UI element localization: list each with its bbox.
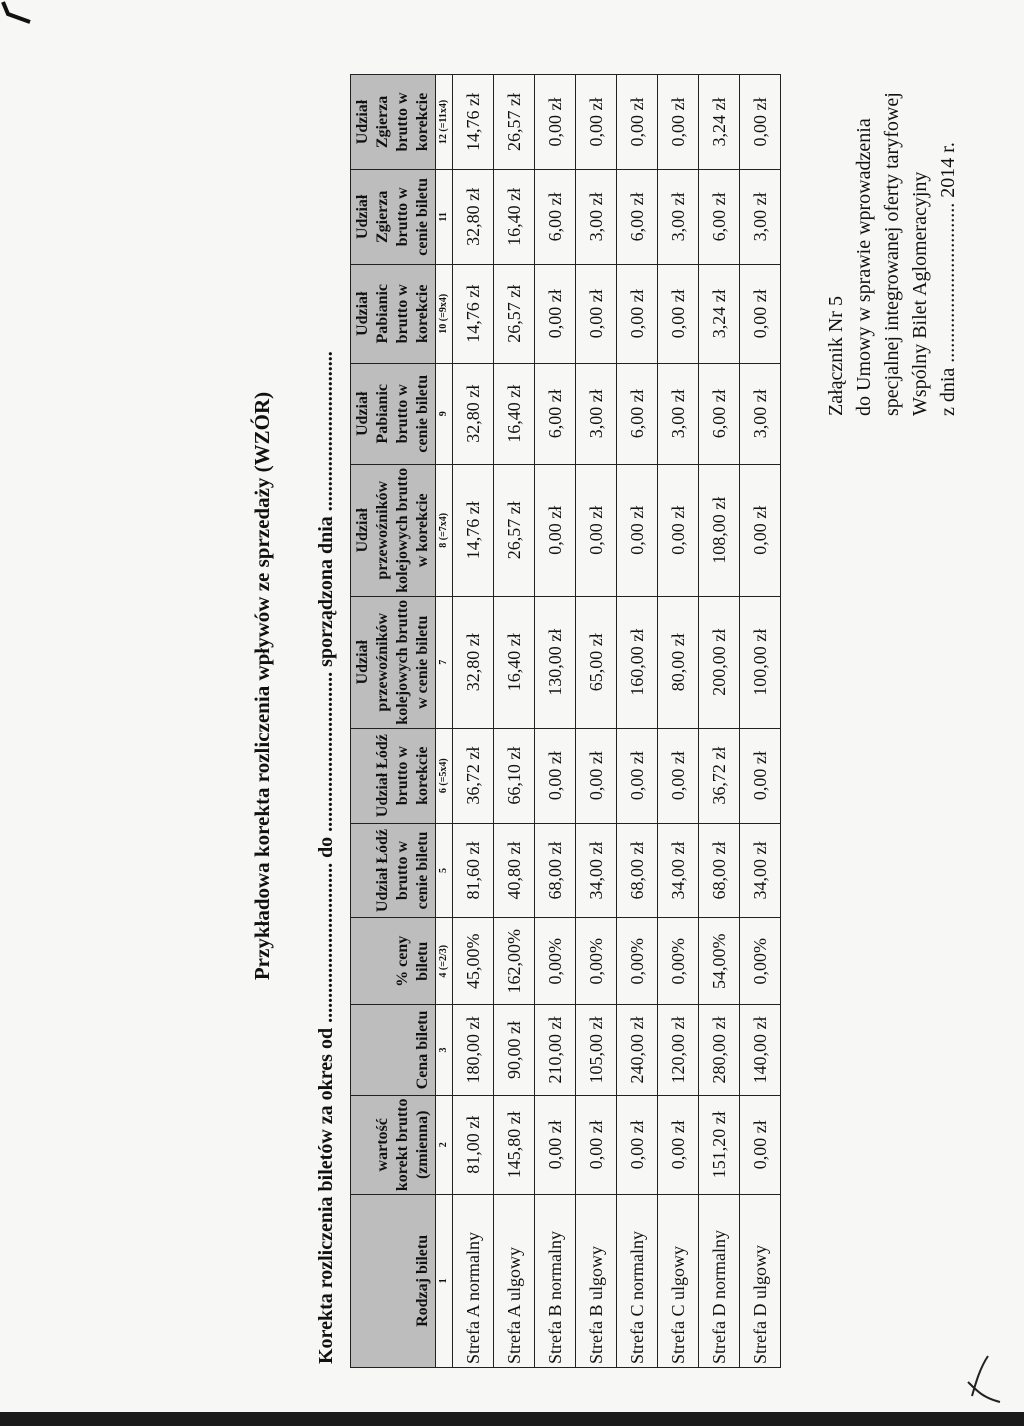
value-cell: 26,57 zł [494,75,535,170]
column-header: Udział Łódź brutto w korekcie [351,728,436,823]
value-cell: 0,00 zł [740,1095,781,1194]
value-cell: 0,00% [617,918,658,1005]
annex-line: Wspólny Bilet Aglomeracyjny [909,171,931,416]
value-cell: 105,00 zł [576,1005,617,1096]
value-cell: 16,40 zł [494,363,535,464]
value-cell: 0,00 zł [576,728,617,823]
column-number: 4 (=2/3) [436,918,453,1005]
value-cell: 0,00 zł [535,728,576,823]
value-cell: 240,00 zł [617,1005,658,1096]
value-cell: 34,00 zł [576,823,617,918]
value-cell: 0,00 zł [617,464,658,596]
value-cell: 0,00 zł [576,464,617,596]
value-cell: 0,00 zł [535,75,576,170]
value-cell: 68,00 zł [535,823,576,918]
column-header: Rodzaj biletu [351,1194,436,1367]
value-cell: 0,00 zł [658,264,699,363]
column-number: 5 [436,823,453,918]
value-cell: 180,00 zł [453,1005,494,1096]
column-number: 6 (=5x4) [436,728,453,823]
ticket-type-cell: Strefa A normalny [453,1194,494,1367]
value-cell: 16,40 zł [494,596,535,728]
value-cell: 26,57 zł [494,264,535,363]
value-cell: 280,00 zł [699,1005,740,1096]
value-cell: 0,00 zł [576,75,617,170]
value-cell: 0,00 zł [740,464,781,596]
value-cell: 162,00% [494,918,535,1005]
value-cell: 68,00 zł [617,823,658,918]
ticket-type-cell: Strefa C ulgowy [658,1194,699,1367]
value-cell: 80,00 zł [658,596,699,728]
table-row [576,75,617,1368]
value-cell: 6,00 zł [535,363,576,464]
value-cell: 3,00 zł [740,169,781,264]
annex-line: specjalnej integrowanej oferty taryfowej [881,92,903,416]
period-line: Korekta rozliczenia biletów za okres od ................................ do ................................ sporządzona dnia ................................ [315,351,337,1364]
ticket-type-cell: Strefa D ulgowy [740,1194,781,1367]
value-cell: 3,00 zł [658,169,699,264]
value-cell: 14,76 zł [453,464,494,596]
column-number: 3 [436,1005,453,1096]
table-row [617,75,658,1368]
table-row [699,75,740,1368]
value-cell: 32,80 zł [453,363,494,464]
value-cell: 108,00 zł [699,464,740,596]
value-cell: 66,10 zł [494,728,535,823]
value-cell: 0,00 zł [658,1095,699,1194]
value-cell: 130,00 zł [535,596,576,728]
value-cell: 0,00 zł [535,264,576,363]
table-row [453,75,494,1368]
value-cell: 3,00 zł [576,169,617,264]
value-cell: 0,00 zł [740,728,781,823]
value-cell: 81,60 zł [453,823,494,918]
value-cell: 0,00 zł [617,1095,658,1194]
value-cell: 32,80 zł [453,169,494,264]
value-cell: 0,00 zł [740,75,781,170]
value-cell: 200,00 zł [699,596,740,728]
value-cell: 0,00 zł [617,728,658,823]
value-cell: 3,24 zł [699,264,740,363]
value-cell: 54,00% [699,918,740,1005]
value-cell: 0,00% [535,918,576,1005]
annex-line: z dnia ................................ 2014 r. [937,142,959,416]
value-cell: 140,00 zł [740,1005,781,1096]
ticket-type-cell: Strefa D normalny [699,1194,740,1367]
annex-block [822,16,962,416]
value-cell: 0,00 zł [740,264,781,363]
value-cell: 40,80 zł [494,823,535,918]
value-cell: 32,80 zł [453,596,494,728]
column-number: 12 (=11x4) [436,75,453,170]
value-cell: 3,24 zł [699,75,740,170]
column-number: 2 [436,1095,453,1194]
column-header: Udział Zgierza brutto w korekcie [351,75,436,170]
value-cell: 14,76 zł [453,264,494,363]
value-cell: 0,00 zł [617,264,658,363]
annex-line: do Umowy w sprawie wprowadzenia [853,118,875,416]
value-cell: 0,00 zł [658,728,699,823]
value-cell: 68,00 zł [699,823,740,918]
column-header: Udział przewoźników kolejowych brutto w cenie biletu [351,596,436,728]
value-cell: 151,20 zł [699,1095,740,1194]
settlement-table [350,74,781,1368]
column-number: 9 [436,363,453,464]
ticket-type-cell: Strefa C normalny [617,1194,658,1367]
value-cell: 14,76 zł [453,75,494,170]
column-number: 8 (=7x4) [436,464,453,596]
table-row [535,75,576,1368]
value-cell: 0,00% [576,918,617,1005]
column-header: Udział Zgierza brutto w cenie biletu [351,169,436,264]
value-cell: 6,00 zł [699,169,740,264]
column-header: Udział Pabianic brutto w korekcie [351,264,436,363]
value-cell: 34,00 zł [658,823,699,918]
value-cell: 6,00 zł [699,363,740,464]
ticket-type-cell: Strefa A ulgowy [494,1194,535,1367]
table-row [494,75,535,1368]
column-header: Cena biletu [351,1005,436,1096]
column-header: wartość korekt brutto (zmienna) [351,1095,436,1194]
header-row [351,75,436,1368]
value-cell: 210,00 zł [535,1005,576,1096]
column-header: % ceny biletu [351,918,436,1005]
value-cell: 120,00 zł [658,1005,699,1096]
value-cell: 0,00 zł [658,75,699,170]
column-header: Udział Pabianic brutto w cenie biletu [351,363,436,464]
value-cell: 0,00% [658,918,699,1005]
value-cell: 0,00 zł [576,264,617,363]
document-title: Przykładowa korekta rozliczenia wpływów ze sprzedaży (WZÓR) [250,391,274,981]
column-number: 11 [436,169,453,264]
value-cell: 36,72 zł [453,728,494,823]
value-cell: 6,00 zł [617,169,658,264]
value-cell: 81,00 zł [453,1095,494,1194]
value-cell: 0,00 zł [535,464,576,596]
value-cell: 3,00 zł [740,363,781,464]
column-number-row [436,75,453,1368]
value-cell: 0,00 zł [658,464,699,596]
value-cell: 160,00 zł [617,596,658,728]
value-cell: 145,80 zł [494,1095,535,1194]
value-cell: 0,00 zł [576,1095,617,1194]
value-cell: 34,00 zł [740,823,781,918]
value-cell: 16,40 zł [494,169,535,264]
column-number: 7 [436,596,453,728]
value-cell: 3,00 zł [576,363,617,464]
value-cell: 65,00 zł [576,596,617,728]
value-cell: 3,00 zł [658,363,699,464]
value-cell: 26,57 zł [494,464,535,596]
value-cell: 0,00 zł [535,1095,576,1194]
column-header: Udział przewoźników kolejowych brutto w korekcie [351,464,436,596]
value-cell: 45,00% [453,918,494,1005]
value-cell: 90,00 zł [494,1005,535,1096]
column-number: 1 [436,1194,453,1367]
value-cell: 100,00 zł [740,596,781,728]
ticket-type-cell: Strefa B normalny [535,1194,576,1367]
column-header: Udział Łódź brutto w cenie biletu [351,823,436,918]
value-cell: 0,00 zł [617,75,658,170]
value-cell: 6,00 zł [535,169,576,264]
column-number: 10 (=9x4) [436,264,453,363]
table-row [740,75,781,1368]
ticket-type-cell: Strefa B ulgowy [576,1194,617,1367]
value-cell: 36,72 zł [699,728,740,823]
annex-line: Załącznik Nr 5 [825,296,847,416]
value-cell: 0,00% [740,918,781,1005]
table-row [658,75,699,1368]
value-cell: 6,00 zł [617,363,658,464]
